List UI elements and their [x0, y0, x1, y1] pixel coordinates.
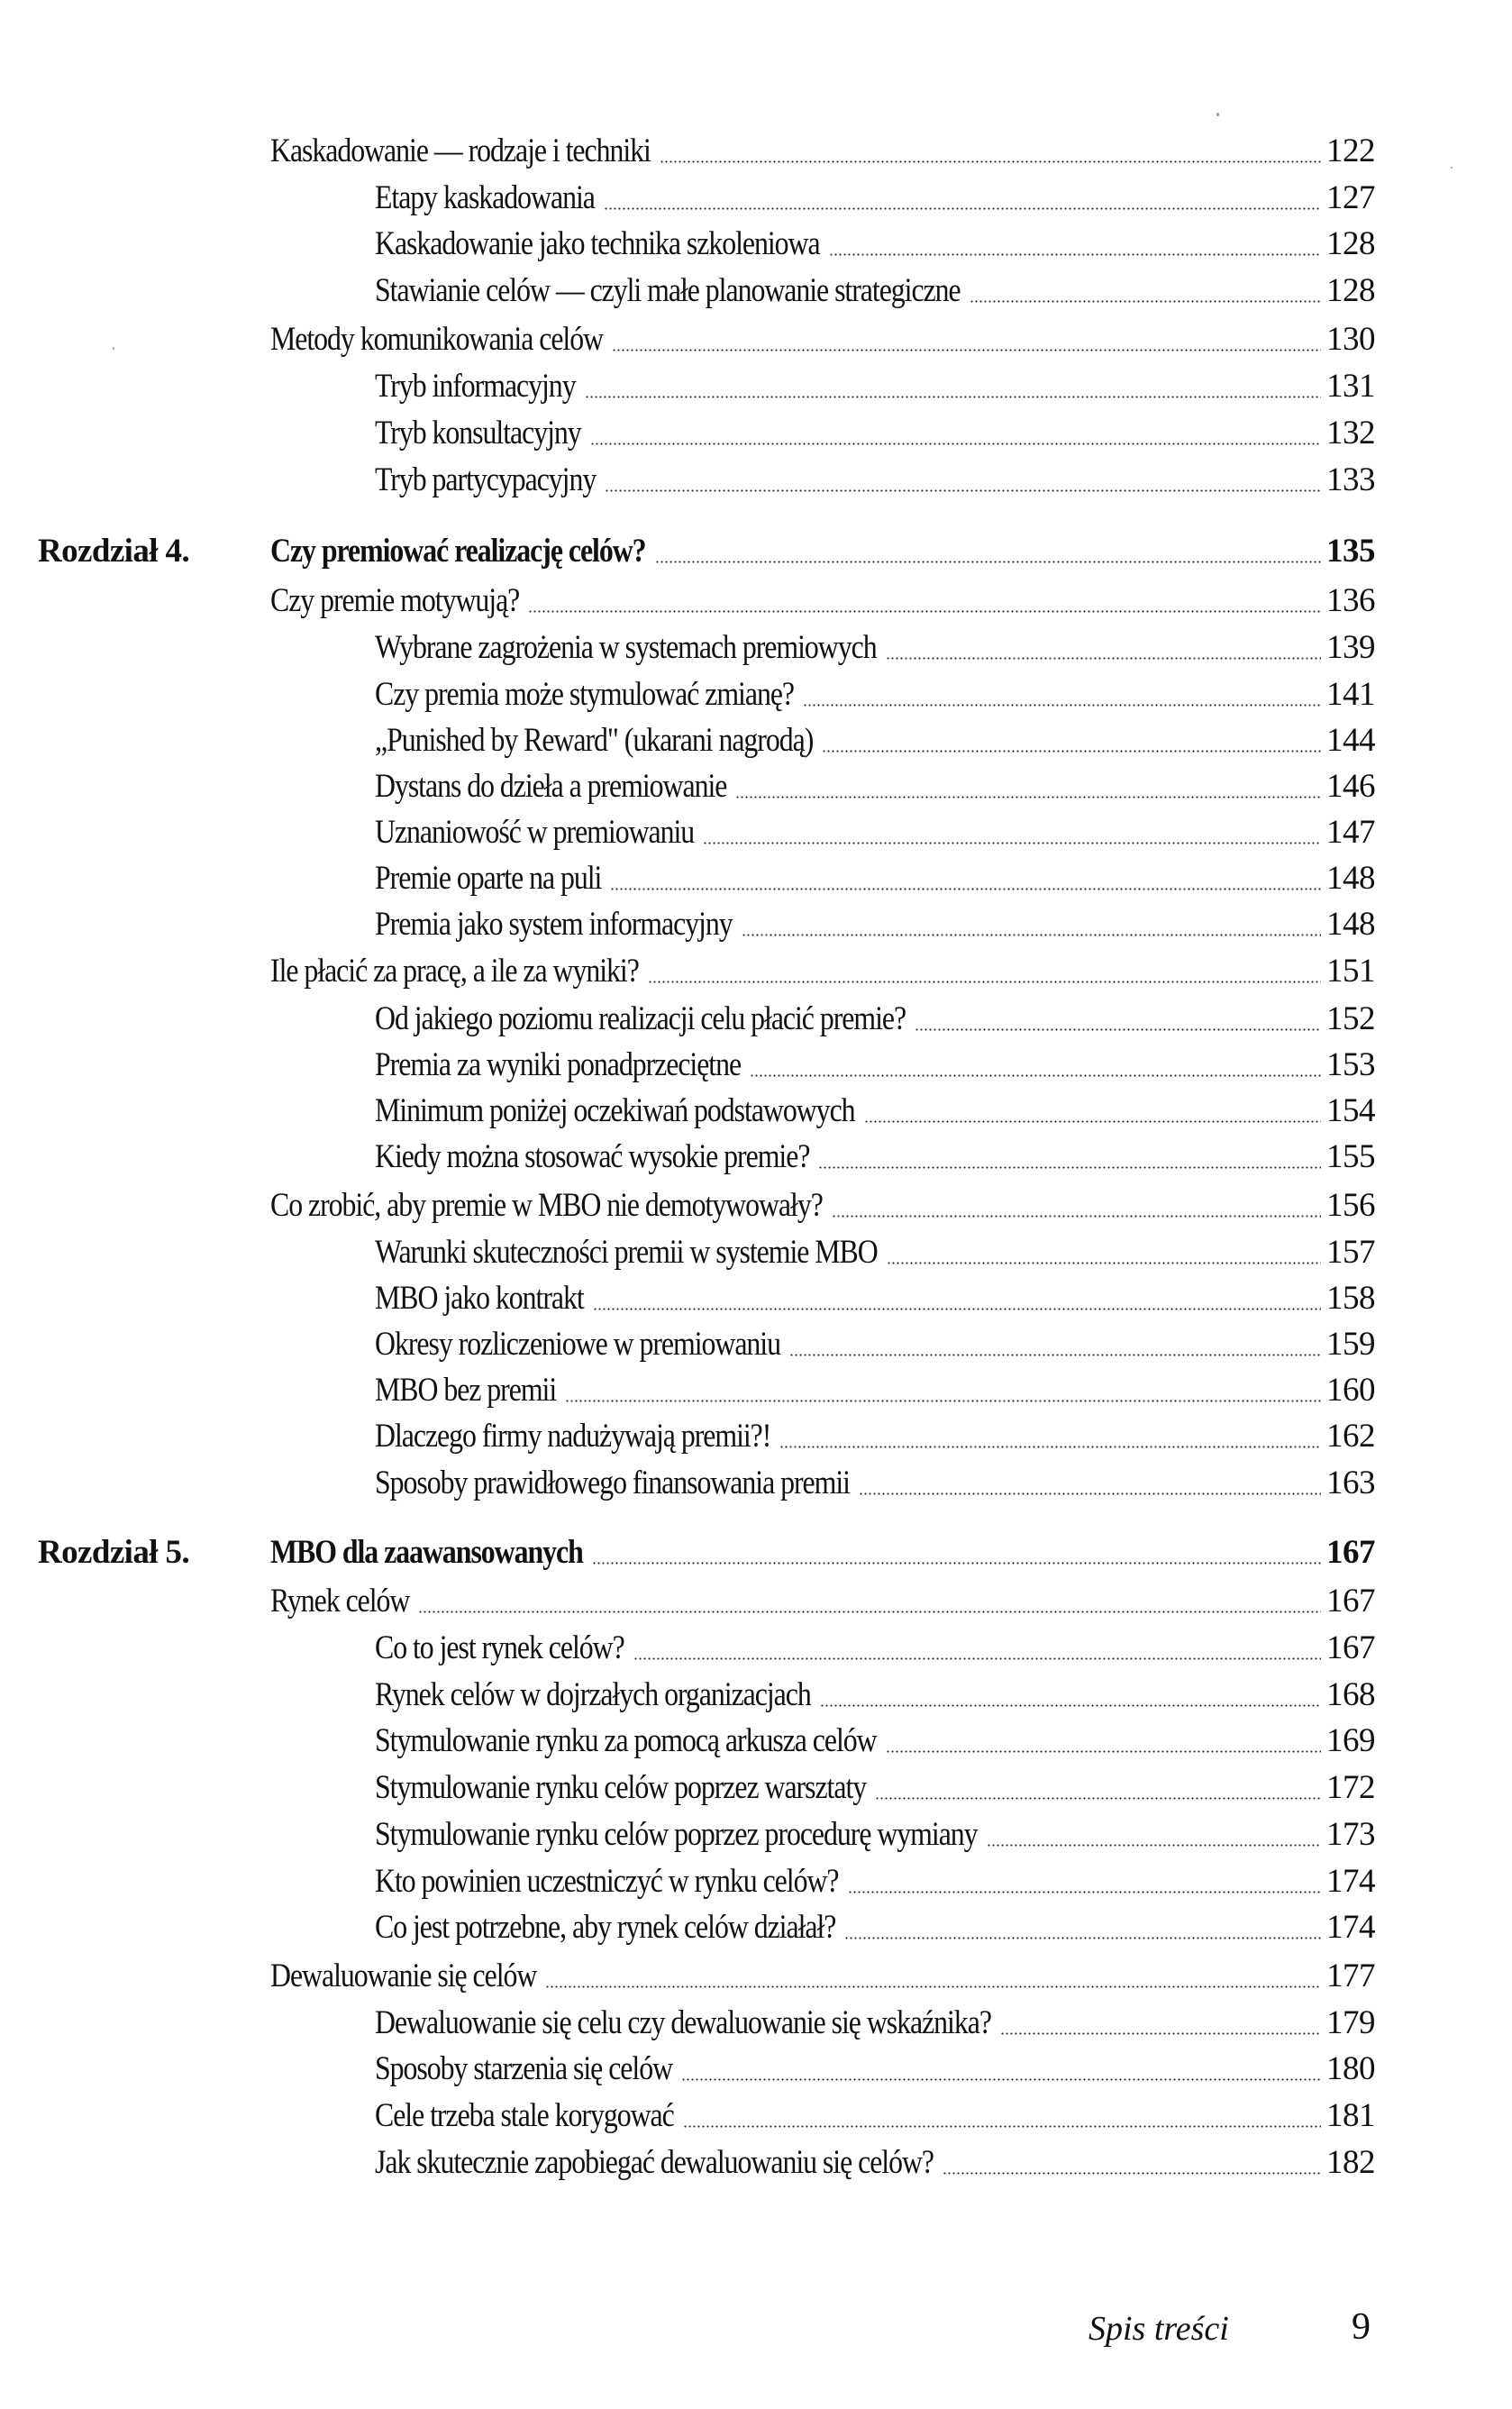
scan-speck	[113, 347, 114, 350]
chapter-label: Rozdział 5.	[38, 1534, 190, 1571]
toc-entry[interactable]	[0, 1953, 1512, 2000]
toc-entry-page: 168	[1326, 1676, 1375, 1713]
toc-entry-title: Sposoby starzenia się celów	[375, 2050, 673, 2087]
toc-entry-page: 146	[1326, 768, 1375, 805]
toc-entry-title: Kaskadowanie — rodzaje i techniki	[270, 132, 651, 169]
toc-entry-page: 131	[1326, 368, 1375, 405]
toc-entry-page: 158	[1326, 1280, 1375, 1317]
chapter-title: MBO dla zaawansowanych	[270, 1534, 583, 1571]
toc-entry-title: Metody komunikowania celów	[270, 321, 604, 358]
toc-entry-page: 148	[1326, 860, 1375, 897]
toc-entry-page: 157	[1326, 1234, 1375, 1271]
toc-entry-title: Premia jako system informacyjny	[375, 906, 733, 943]
toc-entry-page: 132	[1326, 415, 1375, 452]
toc-entry-page: 147	[1326, 814, 1375, 851]
toc-entry[interactable]	[0, 316, 1512, 363]
dot-leader	[735, 763, 1321, 810]
toc-entry-title: Tryb partycypacyjny	[375, 461, 597, 498]
toc-entry-title: Rynek celów	[270, 1583, 410, 1620]
toc-entry-title: MBO jako kontrakt	[375, 1280, 584, 1317]
toc-entry[interactable]	[0, 1229, 1512, 1276]
toc-entry[interactable]	[0, 625, 1512, 671]
toc-entry[interactable]	[0, 578, 1512, 625]
dot-leader	[565, 1367, 1321, 1414]
dot-leader	[590, 410, 1321, 457]
toc-entry-title: Co jest potrzebne, aby rynek celów działał?	[375, 1909, 836, 1946]
chapter-4-heading[interactable]	[0, 528, 1512, 575]
toc-entry-page: 128	[1326, 225, 1375, 262]
dot-leader	[822, 717, 1321, 764]
toc-entry[interactable]	[0, 175, 1512, 222]
toc-entry[interactable]	[0, 2000, 1512, 2047]
toc-entry-title: Dewaluowanie się celów	[270, 1957, 537, 1994]
toc-entry-page: 180	[1326, 2050, 1375, 2087]
toc-entry-page: 162	[1326, 1418, 1375, 1455]
toc-entry-page: 139	[1326, 629, 1375, 666]
dot-leader	[612, 316, 1321, 363]
toc-entry[interactable]	[0, 268, 1512, 315]
toc-entry[interactable]	[0, 996, 1512, 1043]
toc-entry-page: 174	[1326, 1863, 1375, 1900]
dot-leader	[886, 1718, 1321, 1765]
toc-entry-title: Od jakiego poziomu realizacji celu płacić premie?	[375, 1000, 906, 1037]
toc-entry-title: Premie oparte na puli	[375, 860, 602, 897]
toc-entry-title: Stawianie celów — czyli małe planowanie strategiczne	[375, 272, 961, 309]
toc-entry-page: 153	[1326, 1046, 1375, 1083]
dot-leader	[585, 363, 1321, 410]
toc-entry-title: Czy premia może stymulować zmianę?	[375, 676, 795, 713]
toc-entry[interactable]	[0, 1765, 1512, 1811]
toc-entry-title: Czy premie motywują?	[270, 582, 520, 619]
toc-entry[interactable]	[0, 1858, 1512, 1905]
dot-leader	[545, 1953, 1321, 2000]
toc-entry[interactable]	[0, 2140, 1512, 2186]
toc-entry-page: 136	[1326, 582, 1375, 619]
dot-leader	[886, 625, 1321, 671]
dot-leader	[418, 1578, 1321, 1625]
toc-entry-page: 160	[1326, 1372, 1375, 1409]
dot-leader	[987, 1811, 1321, 1858]
toc-entry[interactable]	[0, 1042, 1512, 1089]
toc-entry-title: Warunki skuteczności premii w systemie MBO	[375, 1234, 878, 1271]
toc-entry[interactable]	[0, 457, 1512, 504]
toc-entry-title: Stymulowanie rynku celów poprzez warsztaty	[375, 1769, 867, 1806]
toc-entry-title: Dlaczego firmy nadużywają premii?!	[375, 1418, 771, 1455]
toc-entry[interactable]	[0, 221, 1512, 268]
scan-speck	[1451, 167, 1453, 169]
toc-entry-page: 156	[1326, 1187, 1375, 1224]
toc-entry-page: 154	[1326, 1092, 1375, 1129]
toc-entry[interactable]	[0, 1321, 1512, 1368]
toc-entry-page: 177	[1326, 1957, 1375, 1994]
chapter-5-heading[interactable]	[0, 1529, 1512, 1576]
toc-entry-title: Kiedy można stosować wysokie premie?	[375, 1138, 810, 1175]
toc-entry-title: MBO bez premii	[375, 1372, 557, 1409]
dot-leader	[681, 2046, 1321, 2093]
toc-entry[interactable]	[0, 1460, 1512, 1507]
chapter-title: Czy premiować realizację celów?	[270, 533, 646, 570]
toc-entry-title: Premia za wyniki ponadprzeciętne	[375, 1046, 742, 1083]
toc-entry-page: 179	[1326, 2004, 1375, 2041]
dot-leader	[633, 1625, 1321, 1672]
toc-entry-title: „Punished by Reward" (ukarani nagrodą)	[375, 722, 814, 759]
toc-entry-page: 152	[1326, 1000, 1375, 1037]
toc-entry-title: Ile płacić za pracę, a ile za wyniki?	[270, 953, 639, 990]
page-number: 9	[1352, 2306, 1371, 2348]
dot-leader	[864, 1088, 1321, 1135]
toc-entry-page: 144	[1326, 722, 1375, 759]
dot-leader	[943, 2140, 1321, 2186]
toc-entry-page: 151	[1326, 953, 1375, 990]
toc-entry[interactable]	[0, 128, 1512, 175]
toc-entry-title: Kto powinien uczestniczyć w rynku celów?	[375, 1863, 839, 1900]
dot-leader	[859, 1460, 1321, 1507]
toc-entry-title: Stymulowanie rynku celów poprzez procedurę wymiany	[375, 1816, 978, 1853]
toc-entry[interactable]	[0, 2093, 1512, 2140]
dot-leader	[750, 1042, 1321, 1089]
toc-entry-page: 128	[1326, 272, 1375, 309]
toc-entry[interactable]	[0, 855, 1512, 902]
toc-entry[interactable]	[0, 901, 1512, 948]
toc-entry[interactable]	[0, 717, 1512, 764]
toc-entry[interactable]	[0, 809, 1512, 856]
toc-entry-page: 148	[1326, 906, 1375, 943]
dot-leader	[970, 268, 1321, 315]
toc-entry-title: Dewaluowanie się celu czy dewaluowanie się wskaźnika?	[375, 2004, 991, 2041]
toc-entry-page: 155	[1326, 1138, 1375, 1175]
chapter-page: 135	[1326, 533, 1375, 570]
chapter-page: 167	[1326, 1534, 1375, 1571]
toc-entry-title: Sposoby prawidłowego finansowania premii	[375, 1465, 850, 1501]
dot-leader	[818, 1134, 1321, 1181]
toc-entry-title: Minimum poniżej oczekiwań podstawowych	[375, 1092, 855, 1129]
dot-leader	[829, 221, 1321, 268]
toc-entry[interactable]	[0, 1625, 1512, 1672]
toc-entry[interactable]	[0, 410, 1512, 457]
toc-entry-page: 163	[1326, 1465, 1375, 1501]
toc-entry[interactable]	[0, 2046, 1512, 2093]
dot-leader	[844, 1904, 1321, 1951]
dot-leader	[528, 578, 1321, 625]
toc-entry-title: Co zrobić, aby premie w MBO nie demotywowały?	[270, 1187, 823, 1224]
dot-leader	[848, 1858, 1321, 1905]
toc-entry-page: 169	[1326, 1722, 1375, 1759]
toc-entry-title: Rynek celów w dojrzałych organizacjach	[375, 1676, 811, 1713]
toc-entry-title: Stymulowanie rynku za pomocą arkusza celów	[375, 1722, 877, 1759]
toc-entry-page: 167	[1326, 1629, 1375, 1666]
toc-entry-title: Co to jest rynek celów?	[375, 1629, 624, 1666]
toc-entry-title: Dystans do dzieła a premiowanie	[375, 768, 727, 805]
toc-entry[interactable]	[0, 1413, 1512, 1460]
dot-leader	[703, 809, 1321, 856]
dot-leader	[1000, 2000, 1321, 2047]
toc-entry-title: Jak skutecznie zapobiegać dewaluowaniu się celów?	[375, 2144, 934, 2181]
toc-entry-title: Etapy kaskadowania	[375, 179, 595, 216]
toc-entry[interactable]	[0, 1718, 1512, 1765]
toc-entry-page: 127	[1326, 179, 1375, 216]
toc-entry[interactable]	[0, 948, 1512, 995]
dot-leader	[660, 128, 1321, 175]
dot-leader	[592, 1529, 1321, 1576]
toc-entry-page: 130	[1326, 321, 1375, 358]
dot-leader	[832, 1182, 1321, 1229]
scan-speck	[1216, 113, 1219, 116]
toc-entry-title: Okresy rozliczeniowe w premiowaniu	[375, 1326, 781, 1363]
toc-entry-page: 133	[1326, 461, 1375, 498]
toc-entry[interactable]	[0, 763, 1512, 810]
toc-entry-page: 173	[1326, 1816, 1375, 1853]
toc-entry-title: Tryb informacyjny	[375, 368, 576, 405]
toc-entry-page: 122	[1326, 132, 1375, 169]
toc-entry[interactable]	[0, 363, 1512, 410]
dot-leader	[875, 1765, 1321, 1811]
running-footer-section-title: Spis treści	[1088, 2310, 1229, 2348]
toc-entry-page: 167	[1326, 1583, 1375, 1620]
toc-entry-title: Tryb konsultacyjny	[375, 415, 581, 452]
dot-leader	[742, 901, 1321, 948]
toc-entry[interactable]	[0, 1904, 1512, 1951]
toc-entry[interactable]	[0, 1811, 1512, 1858]
dot-leader	[610, 855, 1321, 902]
toc-entry[interactable]	[0, 1134, 1512, 1181]
toc-entry-page: 174	[1326, 1909, 1375, 1946]
dot-leader	[655, 528, 1321, 575]
toc-entry-title: Cele trzeba stale korygować	[375, 2097, 674, 2134]
toc-entry[interactable]	[0, 1367, 1512, 1414]
toc-entry[interactable]	[0, 1088, 1512, 1135]
toc-entry-page: 141	[1326, 676, 1375, 713]
dot-leader	[789, 1321, 1321, 1368]
dot-leader	[593, 1275, 1321, 1322]
toc-entry-title: Kaskadowanie jako technika szkoleniowa	[375, 225, 820, 262]
toc-entry[interactable]	[0, 1182, 1512, 1229]
dot-leader	[605, 457, 1321, 504]
toc-entry-page: 181	[1326, 2097, 1375, 2134]
dot-leader	[803, 671, 1321, 718]
dot-leader	[604, 175, 1321, 222]
toc-entry-page: 159	[1326, 1326, 1375, 1363]
toc-entry-page: 172	[1326, 1769, 1375, 1806]
dot-leader	[779, 1413, 1321, 1460]
toc-entry-title: Uznaniowość w premiowaniu	[375, 814, 695, 851]
dot-leader	[820, 1672, 1321, 1719]
toc-entry-page: 182	[1326, 2144, 1375, 2181]
toc-entry[interactable]	[0, 1578, 1512, 1625]
toc-entry-title: Wybrane zagrożenia w systemach premiowych	[375, 629, 877, 666]
toc-entry[interactable]	[0, 671, 1512, 718]
dot-leader	[648, 948, 1321, 995]
dot-leader	[915, 996, 1321, 1043]
dot-leader	[683, 2093, 1321, 2140]
toc-entry[interactable]	[0, 1672, 1512, 1719]
toc-entry[interactable]	[0, 1275, 1512, 1322]
chapter-label: Rozdział 4.	[38, 533, 190, 570]
dot-leader	[887, 1229, 1321, 1276]
